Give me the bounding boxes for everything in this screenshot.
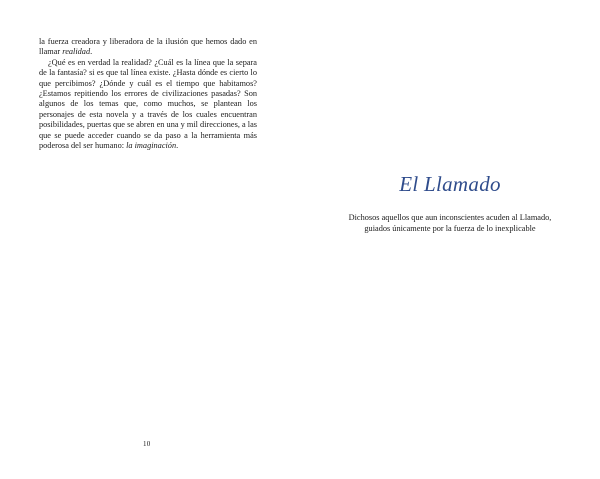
punctuation: . <box>176 141 179 151</box>
page-number: 10 <box>143 440 151 448</box>
punctuation: . <box>90 47 93 57</box>
paragraph-continuation <box>39 37 257 58</box>
paragraph-questions <box>39 58 257 152</box>
paragraph-text: la fuerza creadora y liberadora de la ilusión que hemos dado en llamar <box>39 37 257 57</box>
paragraph-text: ¿Qué es en verdad la realidad? ¿Cuál es la línea que la separa de la fantasía? si es que tal línea existe. ¿Hasta dónde es cierto lo que percibimos? ¿Dónde y cuál es el tiempo que habitamos? ¿Estamos repitiendo los errores de civilizaciones pasadas? Son algunos de los temas que, como muchos, se plantean los personajes de esta novela y a través de los cuales encuentran posibilidades, puertas que se abren en una y mil direcciones, a las que se puede acceder cuando se da paso a la herramienta más poderosa del ser humano: <box>39 57 257 151</box>
emphasis-imaginacion: la imaginación <box>126 141 177 151</box>
right-page <box>300 0 600 479</box>
chapter-title: El Llamado <box>399 172 501 196</box>
body-text <box>39 37 257 151</box>
epigraph: Dichosos aquellos que aun inconscientes acuden al Llamado, guiados únicamente por la fuerza de lo inexplicable <box>348 213 552 233</box>
emphasis-realidad: realidad <box>62 47 91 57</box>
